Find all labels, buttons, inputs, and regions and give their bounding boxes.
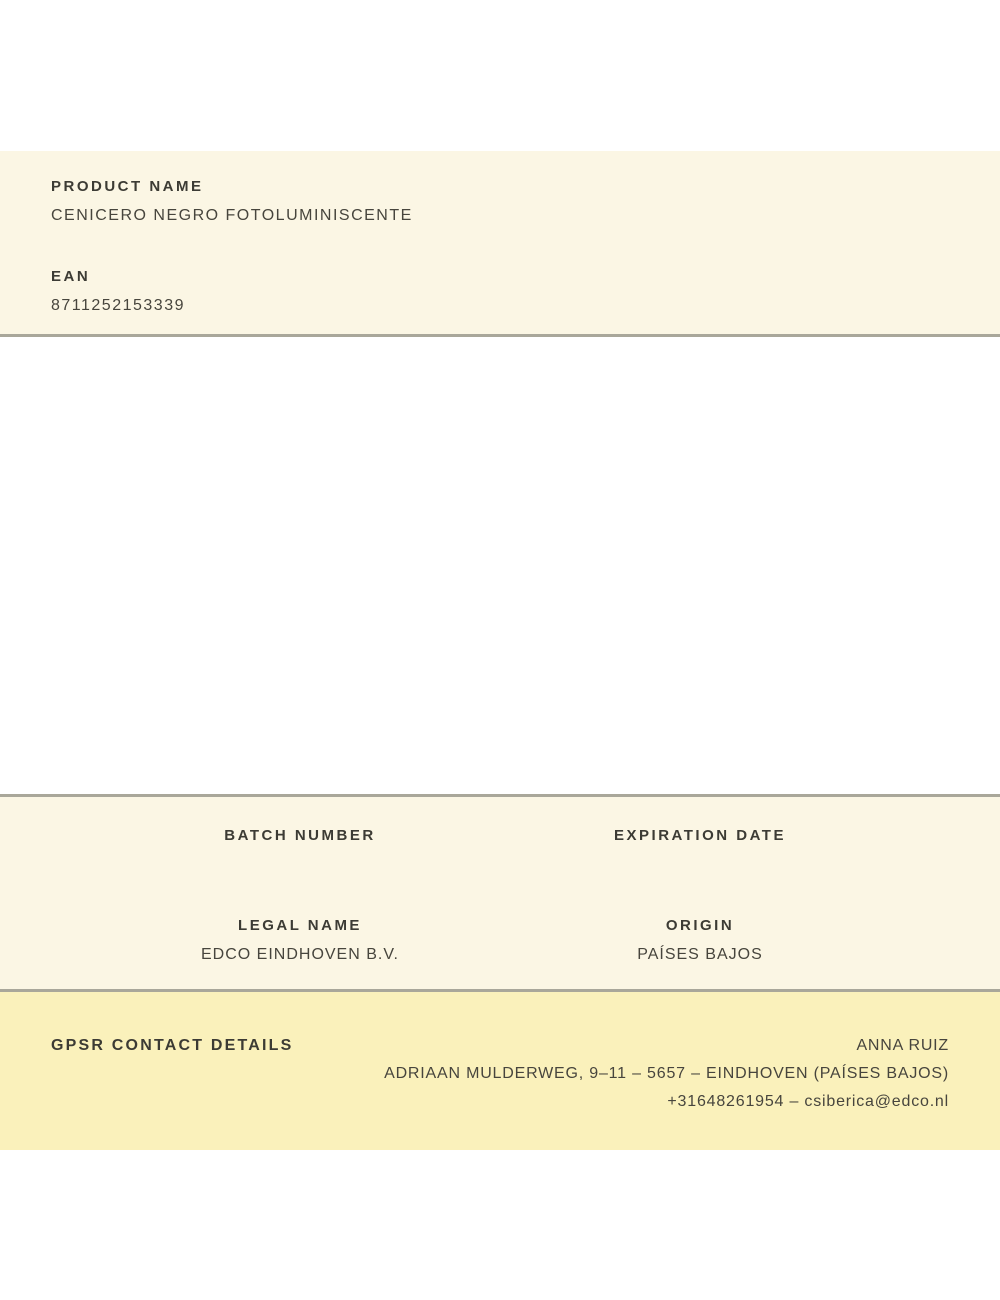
expiration-date-label: EXPIRATION DATE: [614, 827, 786, 844]
product-name-label: PRODUCT NAME: [51, 178, 204, 195]
legal-name-label: LEGAL NAME: [238, 917, 362, 934]
top-whitespace: [0, 0, 1000, 151]
batch-number-field: [100, 826, 500, 875]
ean-label: EAN: [51, 268, 91, 285]
expiration-date-field: [500, 826, 900, 875]
product-name-value: CENICERO NEGRO FOTOLUMINISCENTE: [51, 207, 413, 224]
batch-number-value: [100, 855, 500, 875]
gpsr-contact-phone-email: +31648261954 – csiberica@edco.nl: [667, 1093, 949, 1110]
origin-field: [500, 916, 900, 965]
origin-value: PAÍSES BAJOS: [637, 946, 763, 963]
gpsr-contact-block: [384, 1032, 949, 1116]
origin-label: ORIGIN: [665, 917, 735, 934]
batch-legal-grid: [100, 826, 900, 965]
ean-value: 8711252153339: [51, 297, 185, 314]
legal-name-field: [100, 916, 500, 965]
product-info-section: [0, 151, 1000, 337]
batch-legal-section: [0, 794, 1000, 992]
middle-whitespace: [0, 337, 1000, 794]
gpsr-contact-label: GPSR CONTACT DETAILS: [51, 1037, 294, 1054]
batch-number-label: BATCH NUMBER: [224, 827, 376, 844]
gpsr-contact-section: [0, 992, 1000, 1150]
legal-name-value: EDCO EINDHOVEN B.V.: [200, 946, 399, 963]
expiration-date-value: [500, 855, 900, 875]
gpsr-contact-name: ANNA RUIZ: [856, 1037, 949, 1054]
gpsr-contact-address: ADRIAAN MULDERWEG, 9–11 – 5657 – EINDHOVEN (PAÍSES BAJOS): [384, 1065, 949, 1082]
